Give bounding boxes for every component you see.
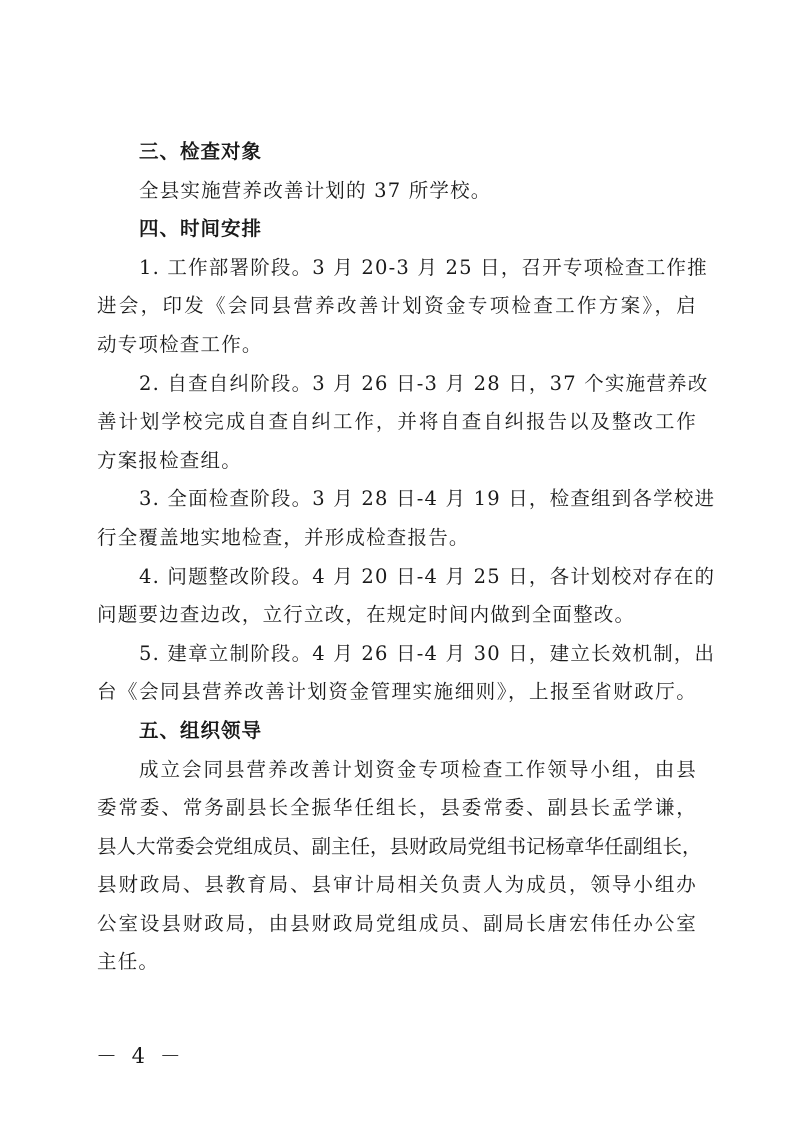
paragraph-line: 进会，印发《会同县营养改善计划资金专项检查工作方案》，启 <box>97 294 697 318</box>
paragraph-line: 成立会同县营养改善计划资金专项检查工作领导小组，由县 <box>139 757 697 781</box>
section-heading-schedule: 四、时间安排 <box>139 217 263 241</box>
paragraph-line: 动专项检查工作。 <box>97 332 263 356</box>
paragraph-line: 善计划学校完成自查自纠工作，并将自查自纠报告以及整改工作 <box>97 410 697 434</box>
paragraph-line: 县人大常委会党组成员、副主任，县财政局党组书记杨章华任副组长， <box>97 834 702 858</box>
paragraph-line: 4. 问题整改阶段。4 月 20 日-4 月 25 日，各计划校对存在的 <box>139 564 716 588</box>
paragraph-line: 5. 建章立制阶段。4 月 26 日-4 月 30 日，建立长效机制，出 <box>139 641 716 665</box>
paragraph-line: 行全覆盖地实地检查，并形成检查报告。 <box>97 525 470 549</box>
paragraph-line: 问题要边查边改，立行立改，在规定时间内做到全面整改。 <box>97 603 636 627</box>
paragraph-line: 3. 全面检查阶段。3 月 28 日-4 月 19 日，检查组到各学校进 <box>139 487 716 511</box>
paragraph-line: 台《会同县营养改善计划资金管理实施细则》，上报至省财政厅。 <box>97 680 697 704</box>
paragraph-line: 方案报检查组。 <box>97 448 242 472</box>
page-number: － 4 － <box>96 1044 185 1068</box>
section-heading-organization: 五、组织领导 <box>139 718 263 742</box>
section-heading-inspection-targets: 三、检查对象 <box>139 140 263 163</box>
paragraph-line: 1. 工作部署阶段。3 月 20-3 月 25 日，召开专项检查工作推 <box>139 255 708 279</box>
paragraph-line: 委常委、常务副县长全振华任组长，县委常委、副县长孟学谦， <box>97 796 697 820</box>
paragraph-line: 全县实施营养改善计划的 37 所学校。 <box>139 178 492 202</box>
paragraph-line: 公室设县财政局，由县财政局党组成员、副局长唐宏伟任办公室 <box>97 911 697 935</box>
paragraph-line: 主任。 <box>97 950 160 974</box>
document-body <box>97 133 716 982</box>
paragraph-line: 2. 自查自纠阶段。3 月 26 日-3 月 28 日，37 个实施营养改 <box>139 371 709 395</box>
paragraph-line: 县财政局、县教育局、县审计局相关负责人为成员，领导小组办 <box>97 873 697 897</box>
